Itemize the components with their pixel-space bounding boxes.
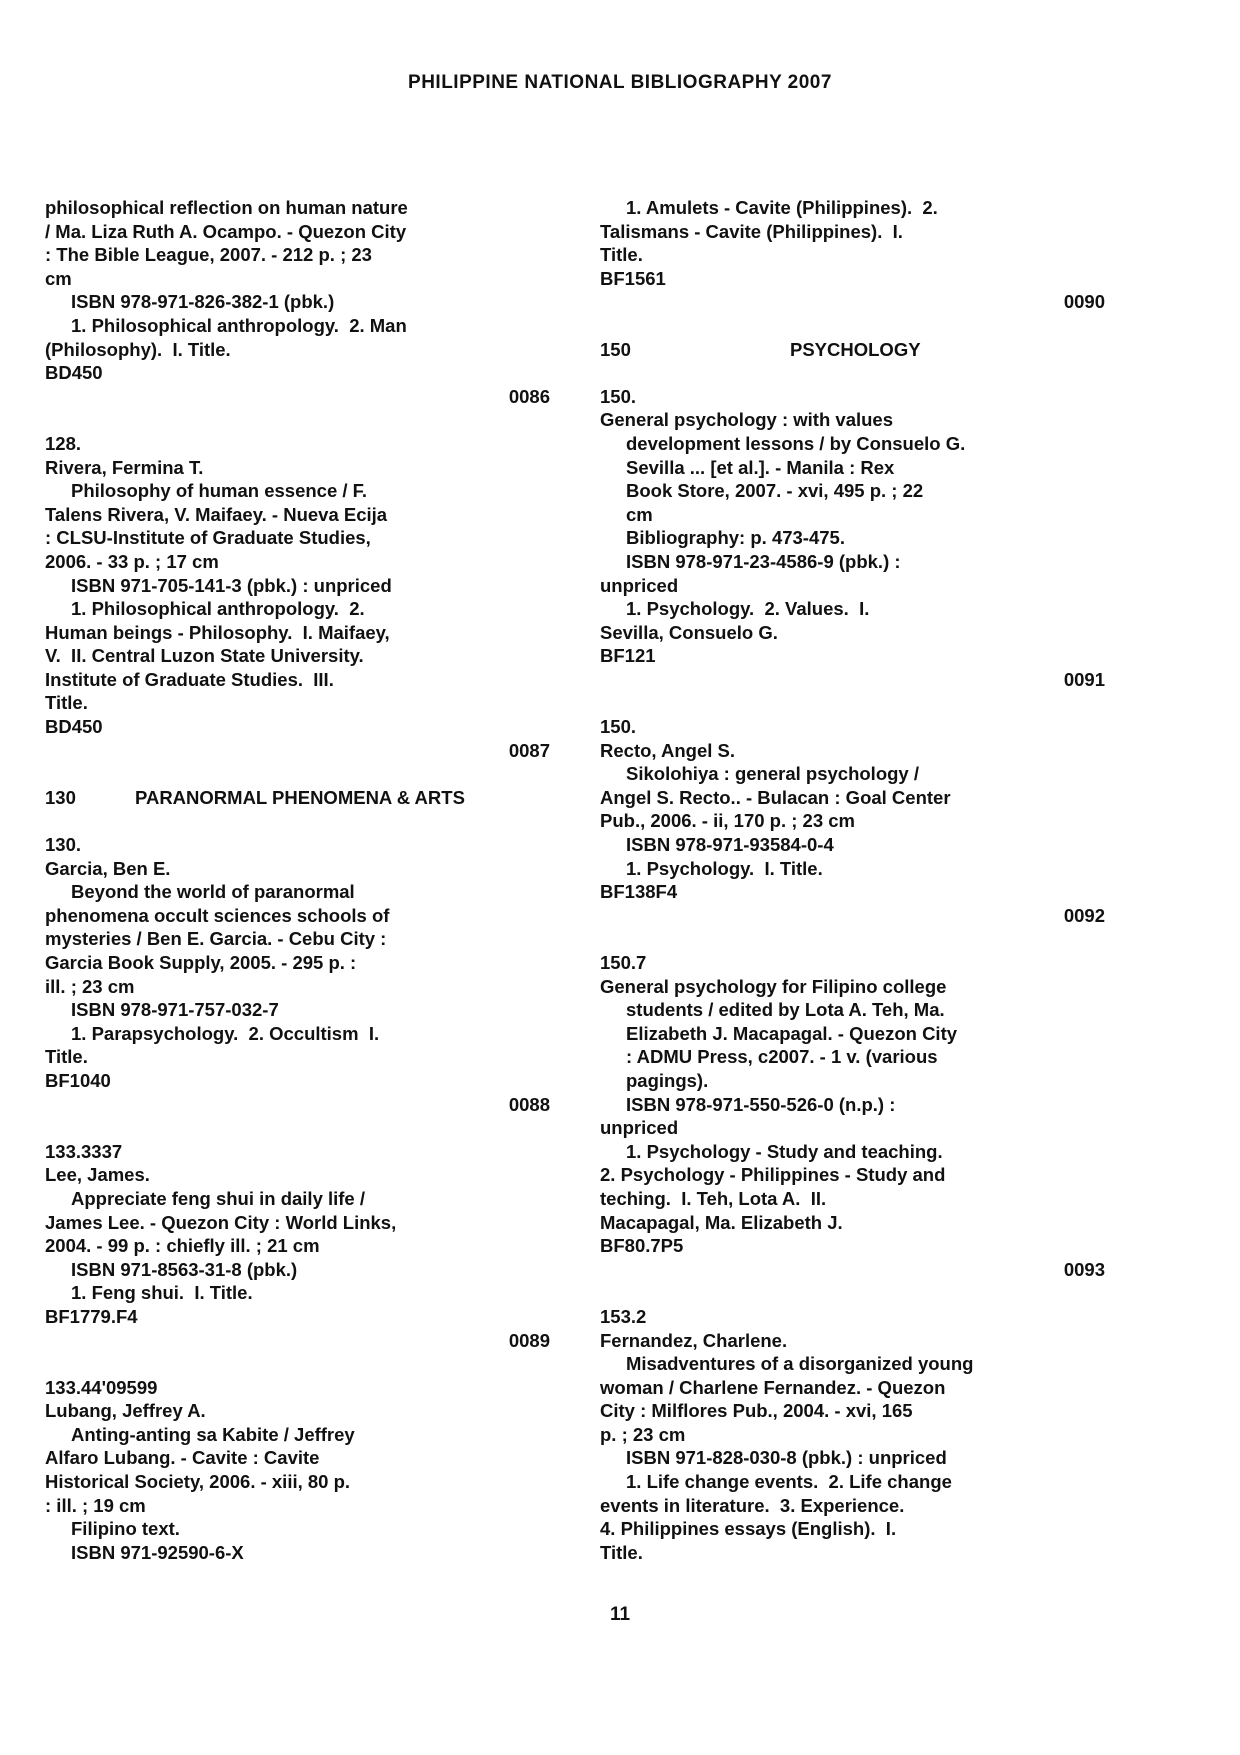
entry-line: unpriced	[600, 574, 679, 596]
entry-line: 153.2	[600, 1305, 647, 1327]
blank-line	[600, 314, 1105, 338]
entry-line: : CLSU-Institute of Graduate Studies,	[45, 527, 371, 549]
entry-line: students / edited by Lota A. Teh, Ma.	[626, 999, 945, 1021]
entry-line: ISBN 971-8563-31-8 (pbk.)	[71, 1258, 298, 1280]
entry-number: 0091	[1063, 668, 1105, 690]
entry-line: Filipino text.	[71, 1518, 180, 1540]
entry-line: Sikolohiya : general psychology /	[626, 763, 919, 785]
entry-line: James Lee. - Quezon City : World Links,	[45, 1211, 397, 1233]
entry-line: : ADMU Press, c2007. - 1 v. (various	[626, 1046, 938, 1068]
blank-line	[600, 1281, 1105, 1305]
entry-line: teching. I. Teh, Lota A. II.	[600, 1187, 827, 1209]
entry-line: Misadventures of a disorganized young	[626, 1353, 974, 1375]
entry-line: ISBN 978-971-550-526-0 (n.p.) :	[626, 1093, 896, 1115]
entry-line: BF121	[600, 645, 656, 667]
entry-line: BF1040	[45, 1069, 111, 1091]
entry-line: ISBN 971-705-141-3 (pbk.) : unpriced	[71, 574, 392, 596]
entry-number: 0088	[508, 1093, 550, 1115]
entry-line: Talismans - Cavite (Philippines). I.	[600, 220, 903, 242]
entry-line: 133.3337	[45, 1140, 123, 1162]
blank-line	[45, 762, 550, 786]
entry-line: Title.	[600, 1541, 643, 1563]
entry-line: ISBN 978-971-93584-0-4	[626, 834, 834, 856]
section-title: PSYCHOLOGY	[790, 338, 921, 360]
entry-number: 0093	[1063, 1258, 1105, 1280]
entry-line: 1. Philosophical anthropology. 2.	[71, 598, 365, 620]
blank-line	[600, 361, 1105, 385]
entry-number: 0086	[508, 385, 550, 407]
entry-line: Recto, Angel S.	[600, 739, 736, 761]
entry-line: 1. Psychology. 2. Values. I.	[626, 598, 870, 620]
entry-line: 150.	[600, 385, 637, 407]
entry-line: 1. Psychology - Study and teaching.	[626, 1140, 943, 1162]
entry-line: mysteries / Ben E. Garcia. - Cebu City :	[45, 928, 387, 950]
entry-line: ISBN 978-971-23-4586-9 (pbk.) :	[626, 550, 901, 572]
entry-line: 1. Feng shui. I. Title.	[71, 1282, 253, 1304]
entry-line: General psychology for Filipino college	[600, 975, 947, 997]
entry-line: 1. Philosophical anthropology. 2. Man	[71, 314, 407, 336]
entry-line: 130.	[45, 834, 82, 856]
entry-line: Angel S. Recto.. - Bulacan : Goal Center	[600, 786, 951, 808]
right-column	[600, 196, 1105, 1564]
section-title: PARANORMAL PHENOMENA & ARTS	[135, 786, 465, 808]
entry-number: 0089	[508, 1329, 550, 1351]
entry-line: Philosophy of human essence / F.	[71, 480, 368, 502]
entry-line: : ill. ; 19 cm	[45, 1494, 146, 1516]
entry-line: ISBN 978-971-757-032-7	[71, 999, 279, 1021]
entry-line: BF1779.F4	[45, 1305, 138, 1327]
entry-line: V. II. Central Luzon State University.	[45, 645, 364, 667]
entry-line: woman / Charlene Fernandez. - Quezon	[600, 1376, 946, 1398]
entry-number: 0087	[508, 739, 550, 761]
section-heading	[45, 786, 550, 810]
entry-line: Bibliography: p. 473-475.	[626, 527, 845, 549]
entry-line: General psychology : with values	[600, 409, 894, 431]
blank-line	[45, 408, 550, 432]
entry-line: Title.	[45, 692, 88, 714]
entry-line: ISBN 971-92590-6-X	[71, 1541, 244, 1563]
blank-line	[45, 1352, 550, 1376]
blank-line	[600, 691, 1105, 715]
entry-line: philosophical reflection on human nature	[45, 197, 408, 218]
entry-number: 0092	[1063, 904, 1105, 926]
entry-line: (Philosophy). I. Title.	[45, 338, 231, 360]
entry-line: 150.	[600, 716, 637, 738]
blank-line	[600, 927, 1105, 951]
entry-line: BF138F4	[600, 881, 678, 903]
entry-line: BF80.7P5	[600, 1235, 684, 1257]
entry-line: Title.	[600, 244, 643, 266]
entry-line: phenomena occult sciences schools of	[45, 904, 390, 926]
entry-line: ill. ; 23 cm	[45, 975, 135, 997]
entry-line: pagings).	[626, 1069, 709, 1091]
entry-line: : The Bible League, 2007. - 212 p. ; 23	[45, 244, 372, 266]
entry-line: Lee, James.	[45, 1164, 150, 1186]
entry-line: Human beings - Philosophy. I. Maifaey,	[45, 621, 390, 643]
entry-line: 2006. - 33 p. ; 17 cm	[45, 550, 219, 572]
entry-line: 2004. - 99 p. : chiefly ill. ; 21 cm	[45, 1235, 320, 1257]
entry-line: Anting-anting sa Kabite / Jeffrey	[71, 1423, 355, 1445]
entry-line: 2. Psychology - Philippines - Study and	[600, 1164, 946, 1186]
entry-line: Alfaro Lubang. - Cavite : Cavite	[45, 1447, 320, 1469]
section-number: 150	[600, 338, 631, 360]
entry-line: events in literature. 3. Experience.	[600, 1494, 905, 1516]
entry-line: City : Milflores Pub., 2004. - xvi, 165	[600, 1400, 913, 1422]
entry-line: 1. Psychology. I. Title.	[626, 857, 823, 879]
entry-line: unpriced	[600, 1117, 679, 1139]
entry-line: 128.	[45, 432, 82, 454]
entry-line: Rivera, Fermina T.	[45, 456, 204, 478]
entry-line: Sevilla, Consuelo G.	[600, 621, 778, 643]
entry-line: Institute of Graduate Studies. III.	[45, 668, 334, 690]
entry-line: ISBN 971-828-030-8 (pbk.) : unpriced	[626, 1447, 947, 1469]
entry-line: 4. Philippines essays (English). I.	[600, 1518, 897, 1540]
entry-line: Title.	[45, 1046, 88, 1068]
entry-line: ISBN 978-971-826-382-1 (pbk.)	[71, 291, 335, 313]
section-number: 130	[45, 786, 76, 808]
entry-line: Garcia, Ben E.	[45, 857, 171, 879]
entry-line: Garcia Book Supply, 2005. - 295 p. :	[45, 952, 357, 973]
entry-line: Historical Society, 2006. - xiii, 80 p.	[45, 1471, 351, 1493]
entry-line: development lessons / by Consuelo G.	[626, 432, 966, 454]
entry-line: BF1561	[600, 267, 666, 289]
entry-line: cm	[626, 503, 653, 525]
entry-line: Appreciate feng shui in daily life /	[71, 1187, 366, 1209]
entry-line: BD450	[45, 716, 103, 738]
entry-line: Sevilla ... [et al.]. - Manila : Rex	[626, 456, 895, 478]
entry-line: Elizabeth J. Macapagal. - Quezon City	[626, 1022, 958, 1044]
entry-line: 150.7	[600, 952, 647, 973]
entry-number: 0090	[1063, 291, 1105, 313]
entry-line: Fernandez, Charlene.	[600, 1329, 788, 1351]
entry-line: BD450	[45, 362, 103, 384]
entry-line: 1. Amulets - Cavite (Philippines). 2.	[626, 197, 938, 218]
entry-line: / Ma. Liza Ruth A. Ocampo. - Quezon City	[45, 220, 407, 242]
entry-line: p. ; 23 cm	[600, 1423, 686, 1445]
page-header: PHILIPPINE NATIONAL BIBLIOGRAPHY 2007	[408, 72, 832, 93]
entry-line: Talens Rivera, V. Maifaey. - Nueva Ecija	[45, 503, 388, 525]
entry-line: Book Store, 2007. - xvi, 495 p. ; 22	[626, 480, 924, 502]
left-column	[45, 196, 550, 1564]
entry-line: 1. Parapsychology. 2. Occultism I.	[71, 1022, 380, 1044]
entry-line: cm	[45, 267, 72, 289]
page-number: 11	[609, 1604, 631, 1625]
entry-line: 1. Life change events. 2. Life change	[626, 1471, 952, 1493]
entry-line: 133.44'09599	[45, 1376, 158, 1398]
section-heading	[600, 338, 1105, 362]
entry-line: Lubang, Jeffrey A.	[45, 1400, 206, 1422]
blank-line	[45, 1116, 550, 1140]
entry-line: Pub., 2006. - ii, 170 p. ; 23 cm	[600, 810, 855, 832]
blank-line	[45, 809, 550, 833]
entry-line: Beyond the world of paranormal	[71, 881, 355, 903]
entry-line: Macapagal, Ma. Elizabeth J.	[600, 1211, 843, 1233]
